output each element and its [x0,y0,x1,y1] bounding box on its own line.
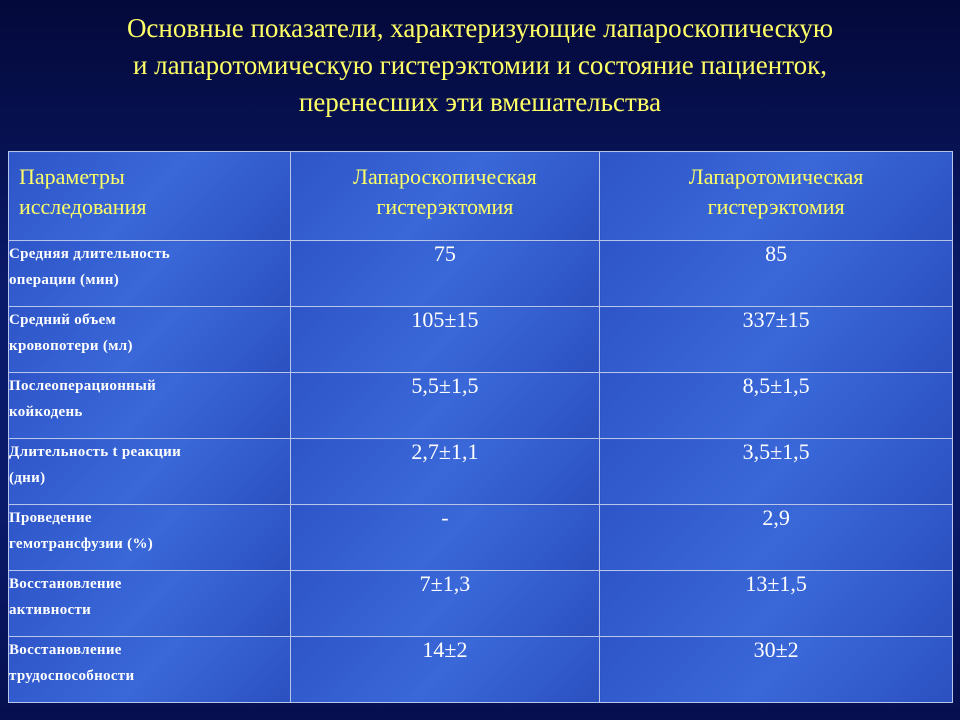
header-laparoscopic [290,152,600,241]
parameter-line: Длительность t реакции [9,444,182,460]
parameter-line: Восстановление [9,642,122,658]
parameter-line: Средняя длительность [9,246,170,262]
header-laparotomic [600,152,953,241]
laparoscopic-value: 105±15 [290,307,600,373]
parameter-line: операции (мин) [9,272,120,288]
comparison-table [8,151,953,703]
parameter-line: гемотрансфузии (%) [9,536,154,552]
header-line: гистерэктомия [376,194,514,219]
laparoscopic-value: 75 [290,241,600,307]
header-line: исследования [19,194,147,219]
table-row [9,241,953,307]
slide-title [0,10,960,121]
laparotomic-value: 3,5±1,5 [600,439,953,505]
parameter-line: Проведение [9,510,92,526]
laparoscopic-value: 14±2 [290,637,600,703]
row-parameter [9,505,291,571]
title-line: и лапаротомическую гистерэктомии и состояние пациенток, [132,50,828,80]
row-parameter [9,241,291,307]
laparoscopic-value: 5,5±1,5 [290,373,600,439]
table-row [9,307,953,373]
parameter-line: трудоспособности [9,668,135,684]
header-line: гистерэктомия [707,194,845,219]
parameter-line: кровопотери (мл) [9,338,133,354]
row-parameter [9,307,291,373]
parameter-line: Послеоперационный [9,378,157,394]
laparotomic-value: 30±2 [600,637,953,703]
parameter-line: Восстановление [9,576,122,592]
header-parameters [9,152,291,241]
row-parameter [9,439,291,505]
table-row [9,439,953,505]
parameter-line: койкодень [9,404,83,420]
parameter-line: активности [9,602,92,618]
row-parameter [9,637,291,703]
parameter-line: Средний объем [9,312,117,328]
laparotomic-value: 13±1,5 [600,571,953,637]
header-line: Лапаротомическая [688,164,864,189]
parameter-line: (дни) [9,470,46,486]
laparoscopic-value: 7±1,3 [290,571,600,637]
header-line: Лапароскопическая [353,164,537,189]
title-line: перенесших эти вмешательства [298,87,662,117]
laparoscopic-value: 2,7±1,1 [290,439,600,505]
table-row [9,505,953,571]
table-row [9,637,953,703]
table-row [9,373,953,439]
title-line: Основные показатели, характеризующие лапароскопическую [126,13,834,43]
header-line: Параметры [19,164,125,189]
table-header-row [9,152,953,241]
row-parameter [9,571,291,637]
table-row [9,571,953,637]
laparotomic-value: 337±15 [600,307,953,373]
laparoscopic-value: - [290,505,600,571]
laparotomic-value: 2,9 [600,505,953,571]
row-parameter [9,373,291,439]
laparotomic-value: 85 [600,241,953,307]
laparotomic-value: 8,5±1,5 [600,373,953,439]
